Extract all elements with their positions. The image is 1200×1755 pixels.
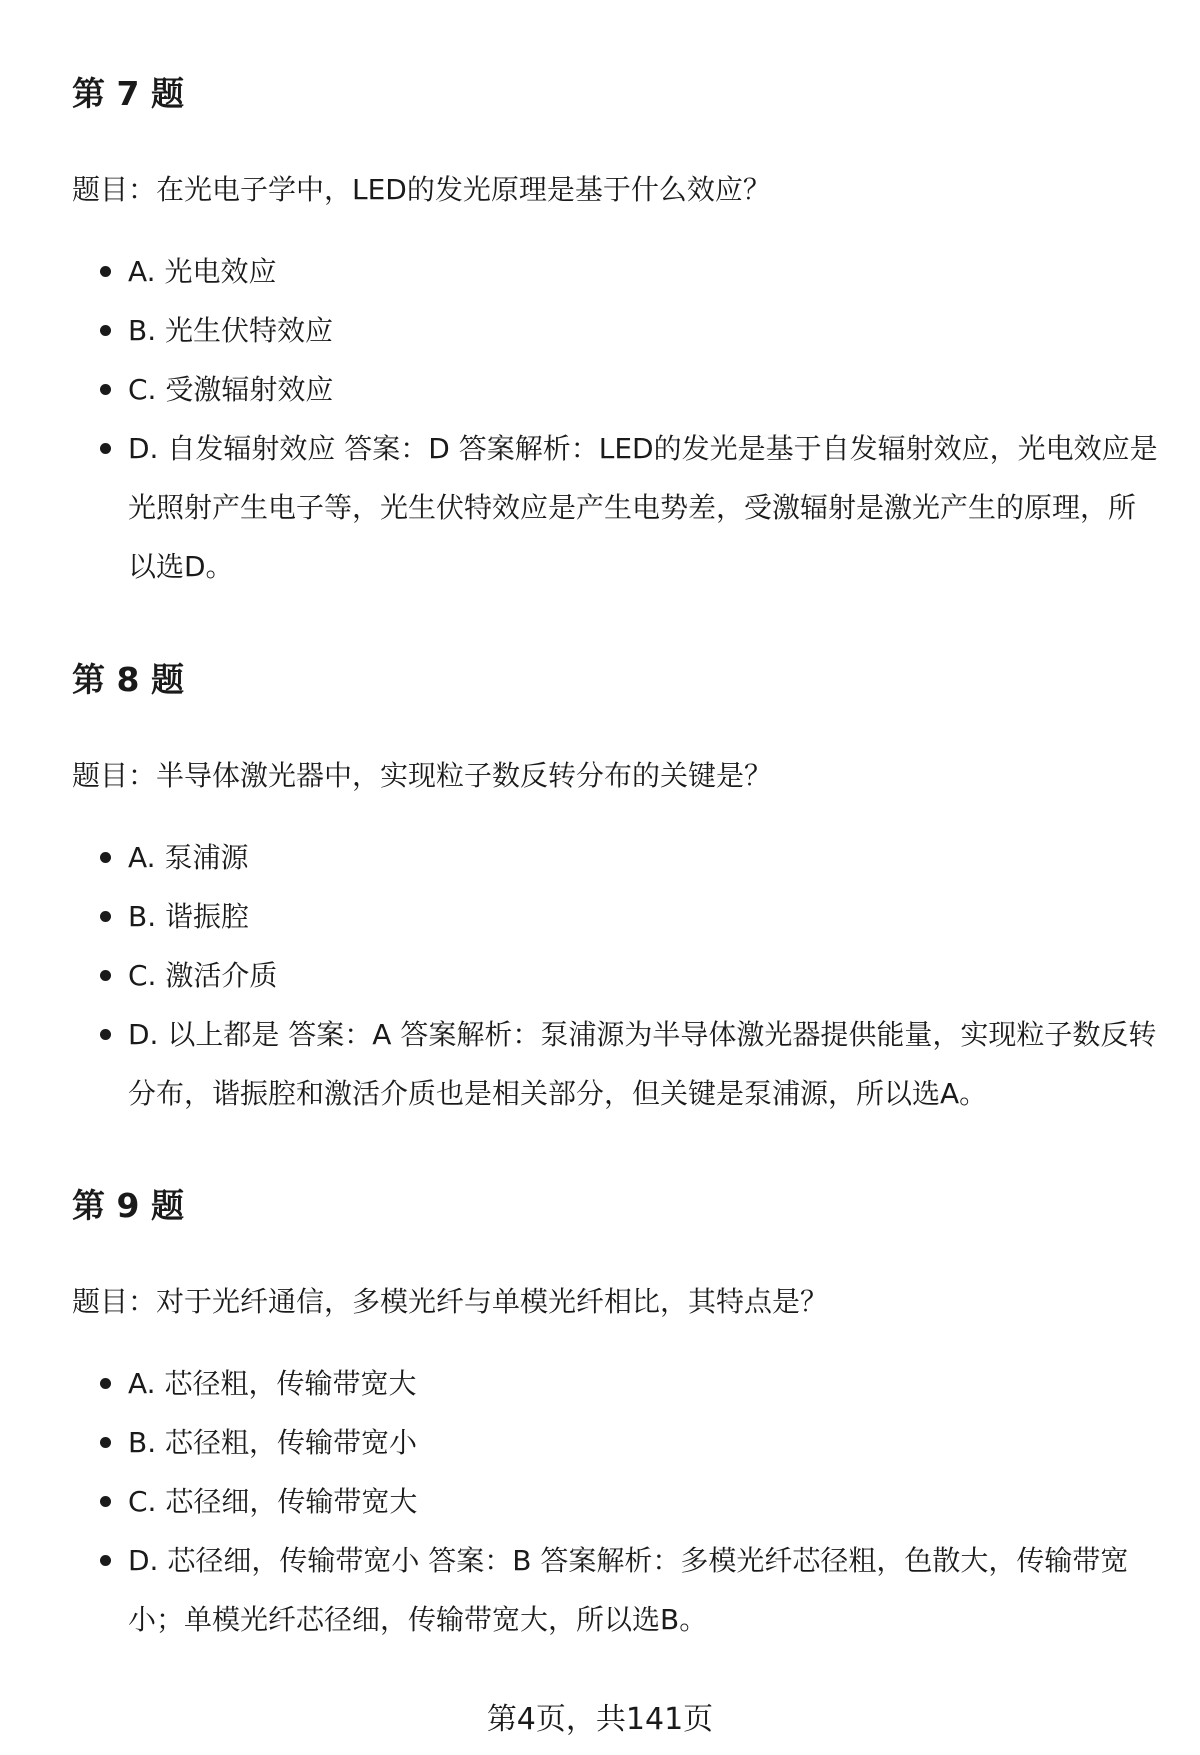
options-list: [72, 1354, 1162, 1649]
option-b: B. 芯径粗，传输带宽小: [72, 1413, 1162, 1472]
question-heading: 第 7 题: [72, 74, 184, 113]
option-c: C. 受激辐射效应: [72, 360, 1162, 419]
option-b: B. 光生伏特效应: [72, 301, 1162, 360]
option-a: A. 芯径粗，传输带宽大: [72, 1354, 1162, 1413]
option-c: C. 激活介质: [72, 946, 1162, 1005]
page-number: 第4页，共141页: [486, 1702, 714, 1737]
question-heading: 第 9 题: [72, 1186, 184, 1225]
question-prompt: 题目：在光电子学中，LED的发光原理是基于什么效应？: [72, 173, 771, 206]
option-b: B. 谐振腔: [72, 887, 1162, 946]
question-7: [72, 74, 1162, 596]
options-list: [72, 242, 1162, 596]
option-a: A. 光电效应: [72, 242, 1162, 301]
question-9: [72, 1186, 1162, 1649]
option-d-with-answer: D. 芯径细，传输带宽小 答案：B 答案解析：多模光纤芯径粗，色散大，传输带宽小；单模光纤芯径细，传输带宽大，所以选B。: [72, 1531, 1162, 1649]
option-c: C. 芯径细，传输带宽大: [72, 1472, 1162, 1531]
option-d-with-answer: D. 自发辐射效应 答案：D 答案解析：LED的发光是基于自发辐射效应，光电效应是光照射产生电子等，光生伏特效应是产生电势差，受激辐射是激光产生的原理，所以选D。: [72, 419, 1162, 596]
question-prompt: 题目：半导体激光器中，实现粒子数反转分布的关键是？: [72, 759, 773, 792]
option-a: A. 泵浦源: [72, 828, 1162, 887]
options-list: [72, 828, 1162, 1123]
option-d-with-answer: D. 以上都是 答案：A 答案解析：泵浦源为半导体激光器提供能量，实现粒子数反转分布，谐振腔和激活介质也是相关部分，但关键是泵浦源，所以选A。: [72, 1005, 1162, 1123]
question-8: [72, 660, 1162, 1123]
question-heading: 第 8 题: [72, 660, 184, 699]
question-prompt: 题目：对于光纤通信，多模光纤与单模光纤相比，其特点是？: [72, 1285, 829, 1318]
